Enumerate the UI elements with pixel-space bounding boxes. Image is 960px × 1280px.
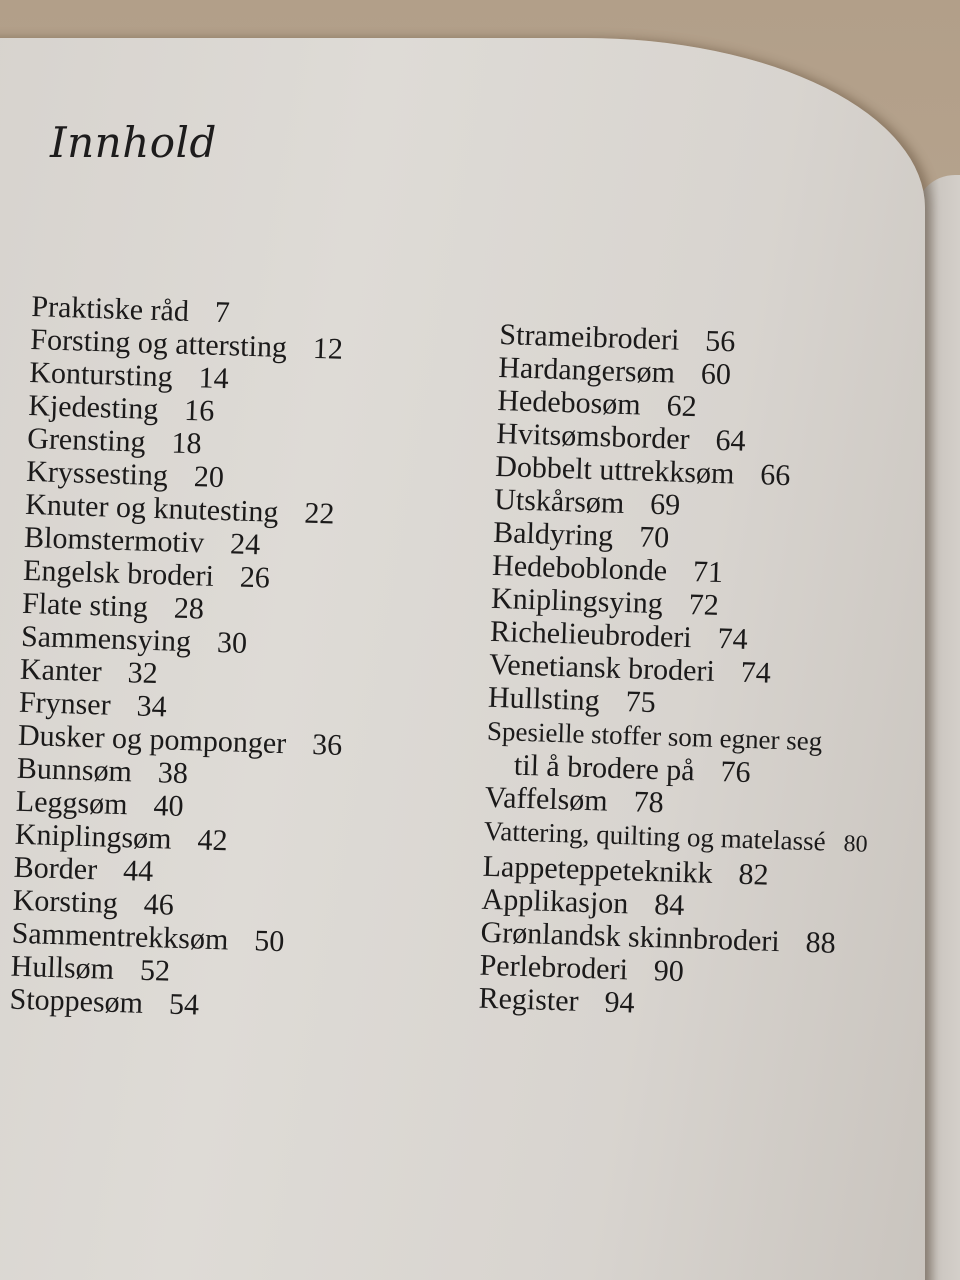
- toc-entry: Kniplingsøm 42: [14, 817, 228, 858]
- toc-entry: Engelsk broderi 26: [22, 553, 271, 595]
- toc-entry: Hvitsømsborder 64: [495, 416, 747, 458]
- toc-entry: Hullsøm 52: [10, 949, 171, 988]
- toc-entry: Sammentrekksøm 50: [11, 916, 285, 959]
- toc-entry: Vattering, quilting og matelassé 80: [483, 815, 868, 858]
- toc-entry: Kontursting 14: [28, 355, 230, 396]
- toc-entry: Hedebosøm 62: [496, 383, 698, 424]
- toc-entry: Spesielle stoffer som egner seg: [486, 715, 823, 757]
- toc-entry: Dobbelt uttrekksøm 66: [494, 449, 791, 493]
- toc-entry: Register 94: [478, 981, 636, 1020]
- toc-left-column: [9, 290, 356, 1026]
- toc-entry: Kjedesting 16: [27, 388, 215, 428]
- toc-entry: Venetiansk broderi 74: [488, 647, 772, 690]
- toc-entry: til å brodere på 76: [513, 748, 752, 790]
- toc-entry: Forsting og attersting 12: [29, 322, 344, 366]
- toc-entry: Baldyring 70: [492, 515, 670, 555]
- toc-entry: Hullsting 75: [487, 680, 657, 720]
- toc-entry: Bunnsøm 38: [16, 751, 189, 791]
- toc-entry: Korsting 46: [12, 883, 175, 922]
- toc-entry: Perlebroderi 90: [479, 948, 685, 989]
- toc-entry: Kniplingsying 72: [490, 581, 720, 623]
- toc-entry: Knuter og knutesting 22: [24, 487, 335, 531]
- toc-right-column: [478, 318, 884, 1027]
- toc-entry: Richelieubroderi 74: [489, 614, 749, 656]
- toc-entry: Lappeteppeteknikk 82: [482, 849, 770, 892]
- toc-entry: Stoppesøm 54: [9, 982, 200, 1022]
- page-title: Innhold: [50, 118, 217, 167]
- toc-entry: Grensting 18: [26, 421, 203, 461]
- toc-entry: Hedeboblonde 71: [491, 548, 724, 590]
- toc-entry: Blomstermotiv 24: [23, 520, 261, 562]
- toc-entry: Dusker og pomponger 36: [17, 718, 343, 762]
- toc-entry: Grønlandsk skinnbroderi 88: [480, 915, 837, 960]
- toc-entry: Hardangersøm 60: [497, 350, 732, 392]
- toc-entry: Utskårsøm 69: [493, 482, 681, 522]
- toc-entry: Kryssesting 20: [25, 454, 225, 495]
- toc-entry: Leggsøm 40: [15, 784, 185, 824]
- toc-entry: Strameibroderi 56: [498, 318, 736, 359]
- toc-entry: Sammensying 30: [20, 619, 248, 660]
- toc-entry: Vaffelsøm 78: [484, 780, 665, 820]
- toc-entry: Border 44: [13, 850, 154, 889]
- toc-entry: Praktiske råd 7: [30, 290, 231, 330]
- toc-entry: Kanter 32: [19, 652, 159, 691]
- toc-entry: Applikasjon 84: [481, 882, 685, 923]
- toc-entry: Flate sting 28: [21, 586, 205, 626]
- toc-entry: Frynser 34: [18, 685, 168, 724]
